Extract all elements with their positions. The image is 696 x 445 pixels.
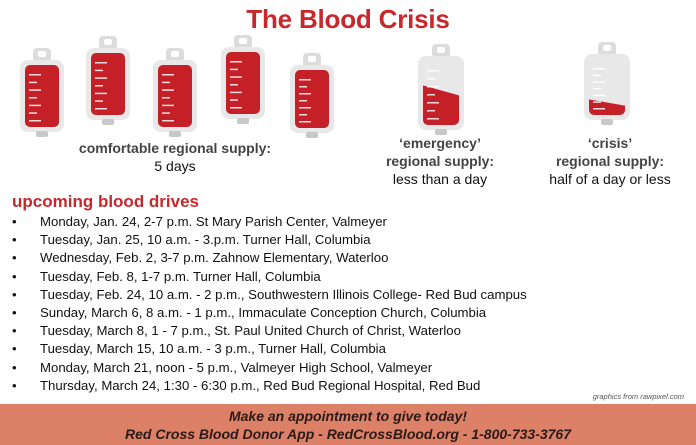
- measure-line: [593, 108, 605, 110]
- bag-port: [102, 119, 114, 125]
- measure-line: [299, 86, 307, 88]
- drive-item: [8, 377, 608, 395]
- measure-line: [230, 92, 242, 94]
- caption-crisis-line3: half of a day or less: [549, 171, 671, 187]
- drive-text: Tuesday, Feb. 24, 10 a.m. - 2 p.m., Southwestern Illinois College- Red Bud campus: [40, 286, 527, 302]
- measure-line: [95, 77, 107, 79]
- drive-text: Monday, March 21, noon - 5 p.m., Valmeyer High School, Valmeyer: [40, 359, 433, 375]
- drive-item: [8, 213, 608, 231]
- bag-port: [306, 132, 318, 138]
- drive-text: Monday, Jan. 24, 2-7 p.m. St Mary Parish Center, Valmeyer: [40, 214, 387, 229]
- bag-tab-hole: [603, 45, 611, 51]
- caption-emergency: [370, 134, 510, 188]
- bullet-icon: •: [12, 214, 17, 229]
- caption-comfortable: [60, 139, 290, 175]
- measure-line: [95, 62, 107, 64]
- measure-line: [299, 107, 311, 109]
- bullet-icon: •: [12, 286, 17, 302]
- measure-line: [427, 102, 439, 104]
- drive-text: Sunday, March 6, 8 a.m. - 1 p.m., Immaculate Conception Church, Columbia: [40, 305, 487, 321]
- measure-line: [162, 89, 174, 91]
- drive-text: Wednesday, Feb. 2, 3-7 p.m. Zahnow Elementary, Waterloo: [40, 250, 389, 266]
- caption-emergency-line1: ‘emergency’: [399, 135, 481, 151]
- caption-crisis: [530, 134, 690, 188]
- bullet-icon: •: [12, 377, 17, 393]
- caption-crisis-line2: regional supply:: [555, 153, 665, 169]
- bag-comfortable-3: [153, 48, 197, 137]
- bag-emergency: [418, 44, 464, 135]
- measure-line: [95, 85, 103, 87]
- measure-line: [230, 61, 242, 63]
- caption-crisis-line1: ‘crisis’: [587, 135, 633, 151]
- measure-line: [427, 86, 439, 88]
- bullet-icon: •: [12, 232, 17, 248]
- bullet-icon: •: [12, 305, 17, 321]
- measure-line: [162, 105, 174, 107]
- bag-comfortable-2: [86, 36, 130, 125]
- drive-item: [8, 304, 608, 322]
- measure-line: [29, 97, 37, 99]
- measure-line: [95, 100, 103, 102]
- measure-line: [29, 120, 41, 122]
- drive-item: [8, 231, 608, 249]
- bag-crisis: [584, 42, 630, 125]
- bag-comfortable-4: [221, 35, 265, 124]
- measure-line: [593, 75, 601, 77]
- drive-text: Tuesday, Jan. 25, 10 a.m. - 3.p.m. Turner Hall, Columbia: [40, 232, 371, 248]
- measure-line: [593, 81, 605, 83]
- blood-fill: [295, 70, 329, 128]
- measure-line: [299, 100, 307, 102]
- measure-line: [299, 79, 311, 81]
- bag-tab-hole: [239, 38, 247, 44]
- bag-comfortable-5: [290, 53, 334, 138]
- bag-port: [36, 131, 48, 137]
- caption-emergency-line2: regional supply:: [385, 153, 495, 169]
- measure-line: [29, 112, 37, 114]
- drive-item: [8, 268, 608, 286]
- measure-line: [427, 70, 439, 72]
- measure-line: [299, 121, 311, 123]
- bag-tab-hole: [308, 56, 316, 62]
- measure-line: [29, 105, 41, 107]
- drive-text: Tuesday, Feb. 8, 1-7 p.m. Turner Hall, Columbia: [40, 268, 321, 284]
- bullet-icon: •: [12, 268, 17, 284]
- measure-line: [427, 94, 435, 96]
- measure-line: [162, 82, 170, 84]
- caption-emergency-line3: less than a day: [392, 171, 488, 187]
- bullet-icon: •: [12, 323, 17, 339]
- bag-tab-hole: [104, 39, 112, 45]
- bag-tab-hole: [171, 51, 179, 57]
- footer-contact-info: Red Cross Blood Donor App - RedCrossBlood.org - 1-800-733-3767: [125, 426, 571, 442]
- drive-item: [8, 249, 608, 267]
- bag-comfortable-1: [20, 48, 64, 137]
- drives-list: [8, 213, 608, 395]
- measure-line: [593, 101, 601, 103]
- measure-line: [95, 108, 107, 110]
- measure-line: [427, 110, 435, 112]
- measure-line: [29, 82, 37, 84]
- measure-line: [162, 74, 174, 76]
- drive-item: [8, 286, 608, 304]
- drives-heading: upcoming blood drives: [12, 192, 200, 211]
- page-title: The Blood Crisis: [246, 4, 450, 34]
- bag-tab-hole: [437, 47, 445, 53]
- bag-tab-hole: [38, 51, 46, 57]
- measure-line: [29, 74, 41, 76]
- measure-line: [299, 93, 311, 95]
- measure-line: [427, 78, 435, 80]
- bullet-icon: •: [12, 341, 17, 357]
- drive-text: Tuesday, March 8, 1 - 7 p.m., St. Paul United Church of Christ, Waterloo: [40, 323, 461, 339]
- bag-port: [601, 119, 613, 125]
- measure-line: [593, 88, 601, 90]
- measure-line: [230, 76, 242, 78]
- drive-item: [8, 359, 608, 377]
- image-credit: graphics from rawpixel.com: [592, 392, 684, 401]
- measure-line: [230, 84, 238, 86]
- measure-line: [95, 93, 107, 95]
- measure-line: [299, 114, 307, 116]
- measure-line: [230, 99, 238, 101]
- measure-line: [593, 68, 605, 70]
- footer-banner: [0, 404, 696, 445]
- measure-line: [427, 118, 439, 120]
- measure-line: [593, 95, 605, 97]
- measure-line: [230, 107, 242, 109]
- footer-call-to-action: Make an appointment to give today!: [228, 408, 468, 424]
- measure-line: [162, 97, 170, 99]
- bag-port: [237, 118, 249, 124]
- measure-line: [29, 89, 41, 91]
- caption-comfortable-line1: comfortable regional supply:: [78, 140, 272, 156]
- bullet-icon: •: [12, 250, 17, 266]
- drive-item: [8, 340, 608, 358]
- bag-port: [169, 131, 181, 137]
- measure-line: [95, 70, 103, 72]
- measure-line: [230, 69, 238, 71]
- drive-text: Tuesday, March 15, 10 a.m. - 3 p.m., Turner Hall, Columbia: [40, 341, 386, 357]
- measure-line: [162, 112, 170, 114]
- measure-line: [162, 120, 174, 122]
- drive-text: Thursday, March 24, 1:30 - 6:30 p.m., Red Bud Regional Hospital, Red Bud: [40, 377, 481, 393]
- caption-comfortable-line2: 5 days: [154, 158, 196, 174]
- bullet-icon: •: [12, 359, 17, 375]
- drive-item: [8, 322, 608, 340]
